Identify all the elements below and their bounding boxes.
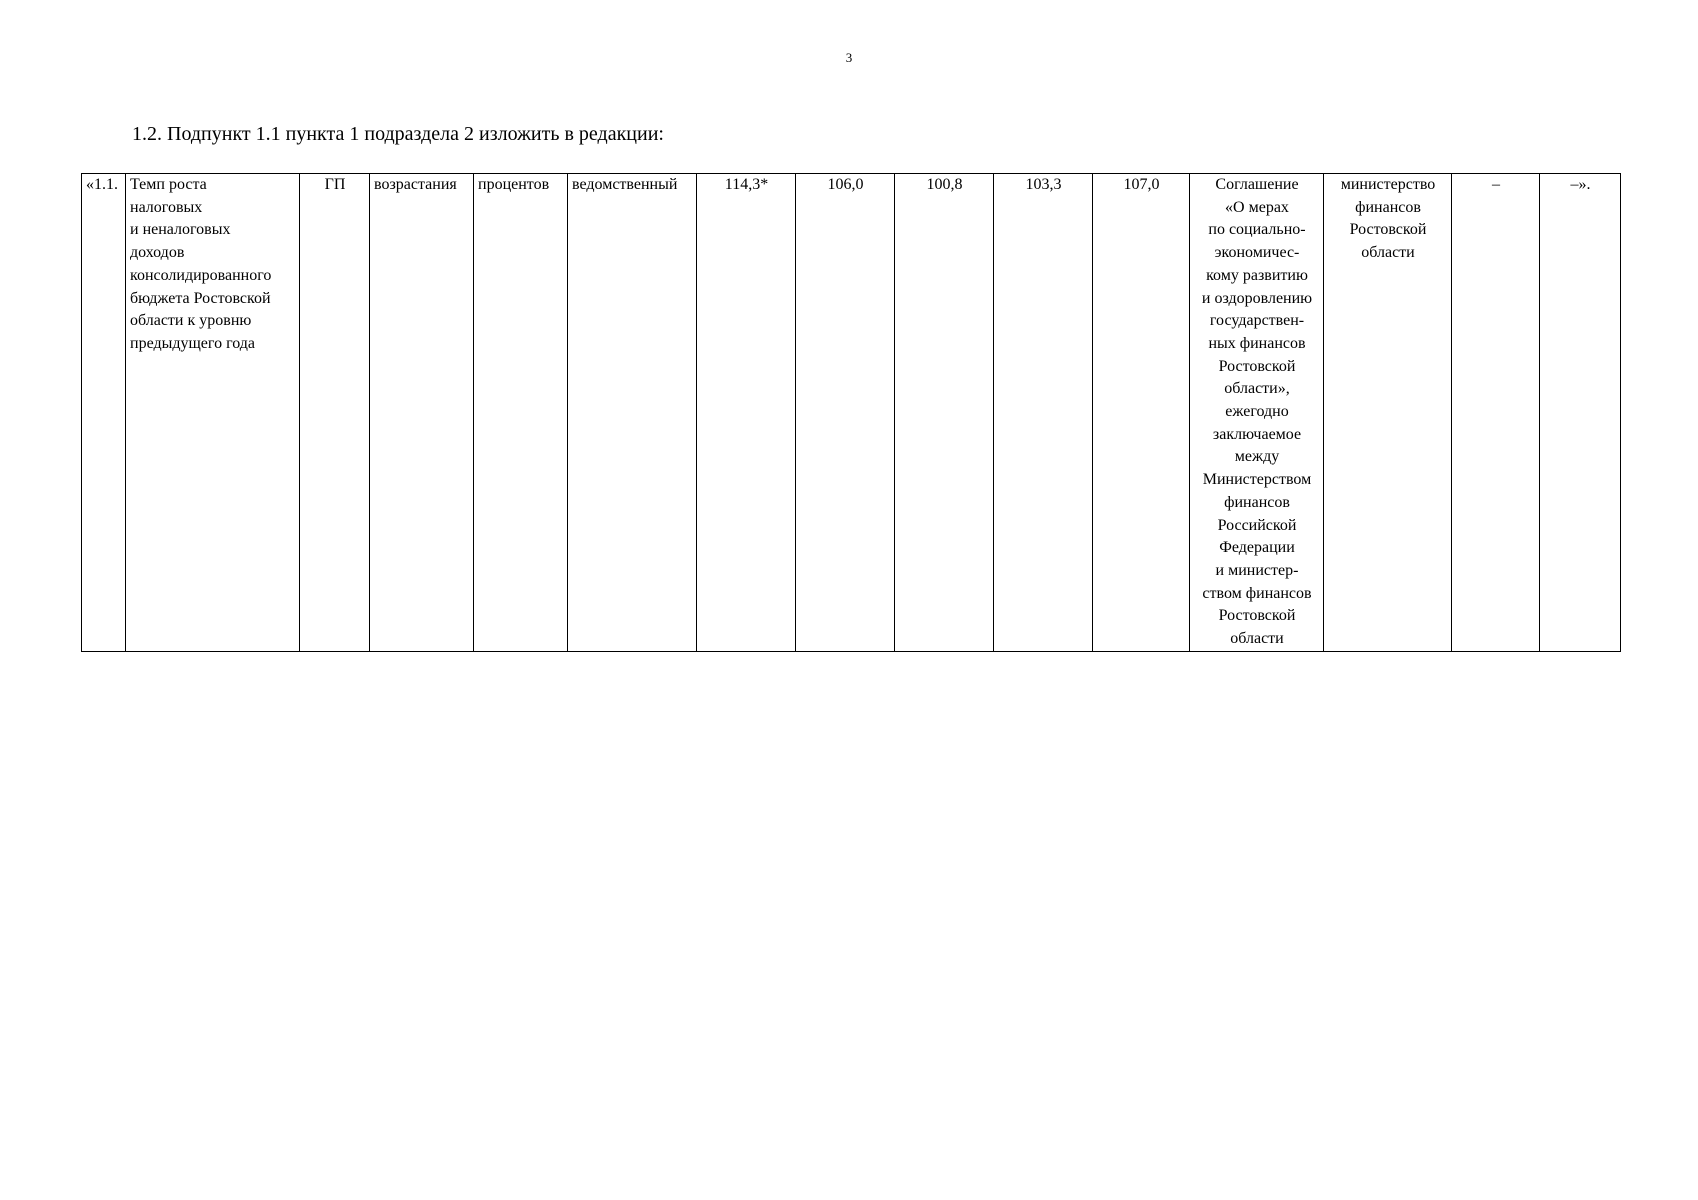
value-cell-2: 106,0 [796,174,895,652]
value-cell-3: 100,8 [895,174,994,652]
document-cell: Соглашение «О мерах по социально- экономичес- кому развитию и оздоровлению государствен- ных финансов Ростовской области», ежегодно заключаемое между Министерством финансов Российской Федерации и министер- ством финансов Ростовской области [1190,174,1324,652]
page-number: 3 [845,50,853,65]
closing-cell: –». [1540,174,1621,652]
row-number-cell: «1.1. [82,174,126,652]
value-cell-5: 107,0 [1093,174,1190,652]
linked-indicator-cell: – [1452,174,1540,652]
value-cell-4: 103,3 [994,174,1093,652]
indicator-table [81,173,1621,652]
data-source-cell: ведомственный [568,174,697,652]
trend-cell: возрастания [370,174,474,652]
instruction-text: 1.2. Подпункт 1.1 пункта 1 подраздела 2 изложить в редакции: [132,123,664,145]
unit-cell: процентов [474,174,568,652]
indicator-name-cell: Темп роста налоговых и неналоговых доходов консолидированного бюджета Ростовской области к уровню предыдущего года [126,174,300,652]
responsible-cell: министерство финансов Ростовской области [1324,174,1452,652]
indicator-type-cell: ГП [300,174,370,652]
value-cell-1: 114,3* [697,174,796,652]
table-row [82,174,1621,652]
